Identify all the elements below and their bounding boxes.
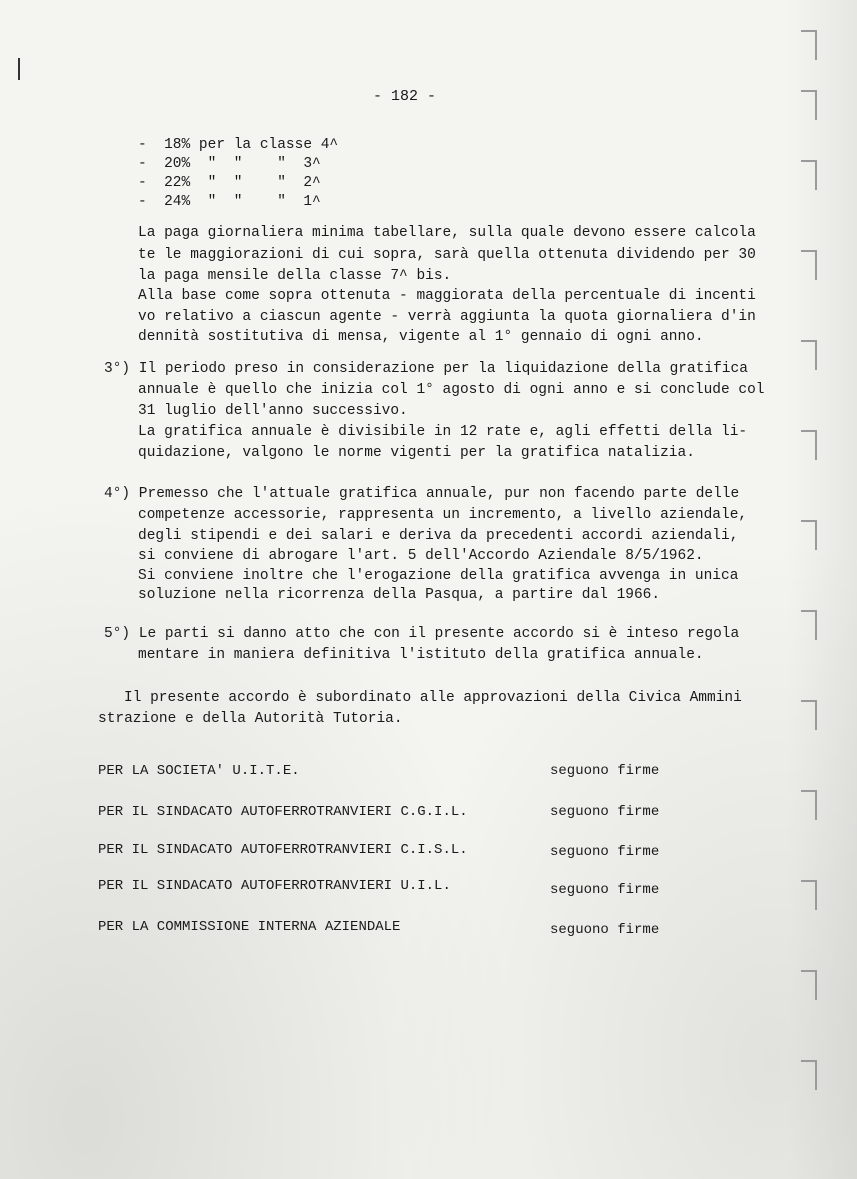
signature-party: PER IL SINDACATO AUTOFERROTRANVIERI U.I.L. bbox=[98, 878, 451, 894]
item-5-line: 5°) Le parti si danno atto che con il presente accordo si è inteso regola bbox=[104, 626, 740, 642]
closing-line: Il presente accordo è subordinato alle approvazioni della Civica Ammini bbox=[124, 690, 742, 706]
item-4-line: competenze accessorie, rappresenta un incremento, a livello aziendale, bbox=[138, 507, 748, 523]
closing-line: strazione e della Autorità Tutoria. bbox=[98, 711, 403, 727]
item-4-line: degli stipendi e dei salari e deriva da precedenti accordi aziendali, bbox=[138, 528, 739, 544]
paragraph-line: La paga giornaliera minima tabellare, sulla quale devono essere calcola bbox=[138, 225, 756, 241]
item-3-line: La gratifica annuale è divisibile in 12 rate e, agli effetti della li- bbox=[138, 424, 748, 440]
signature-status: seguono firme bbox=[550, 922, 660, 938]
paragraph-line: te le maggiorazioni di cui sopra, sarà quella ottenuta dividendo per 30 bbox=[138, 247, 756, 263]
percentage-line: - 18% per la classe 4^ bbox=[138, 137, 339, 153]
item-3-line: 3°) Il periodo preso in considerazione per la liquidazione della gratifica bbox=[104, 361, 748, 377]
signature-party: PER LA COMMISSIONE INTERNA AZIENDALE bbox=[98, 919, 401, 935]
paragraph-line: vo relativo a ciascun agente - verrà aggiunta la quota giornaliera d'in bbox=[138, 309, 756, 325]
percentage-line: - 20% " " " 3^ bbox=[138, 156, 321, 172]
item-5-line: mentare in maniera definitiva l'istituto della gratifica annuale. bbox=[138, 647, 704, 663]
item-4-line: Si conviene inoltre che l'erogazione della gratifica avvenga in unica bbox=[138, 568, 739, 584]
signature-status: seguono firme bbox=[550, 763, 660, 779]
signature-party: PER IL SINDACATO AUTOFERROTRANVIERI C.G.I.L. bbox=[98, 804, 468, 820]
paragraph-line: dennità sostitutiva di mensa, vigente al 1° gennaio di ogni anno. bbox=[138, 329, 704, 345]
item-3-line: annuale è quello che inizia col 1° agosto di ogni anno e si conclude col bbox=[138, 382, 765, 398]
percentage-line: - 22% " " " 2^ bbox=[138, 175, 321, 191]
page-number: - 182 - bbox=[373, 88, 437, 105]
signature-party: PER IL SINDACATO AUTOFERROTRANVIERI C.I.S.L. bbox=[98, 842, 468, 858]
percentage-line: - 24% " " " 1^ bbox=[138, 194, 321, 210]
signature-status: seguono firme bbox=[550, 804, 660, 820]
paragraph-line: la paga mensile della classe 7^ bis. bbox=[138, 268, 452, 284]
signature-party: PER LA SOCIETA' U.I.T.E. bbox=[98, 763, 300, 779]
signature-status: seguono firme bbox=[550, 882, 660, 898]
item-3-line: quidazione, valgono le norme vigenti per la gratifica natalizia. bbox=[138, 445, 695, 461]
paragraph-line: Alla base come sopra ottenuta - maggiorata della percentuale di incenti bbox=[138, 288, 756, 304]
item-3-line: 31 luglio dell'anno successivo. bbox=[138, 403, 408, 419]
signature-status: seguono firme bbox=[550, 844, 660, 860]
margin-mark bbox=[18, 58, 24, 80]
item-4-line: soluzione nella ricorrenza della Pasqua, a partire dal 1966. bbox=[138, 587, 661, 603]
item-4-line: 4°) Premesso che l'attuale gratifica annuale, pur non facendo parte delle bbox=[104, 486, 740, 502]
item-4-line: si conviene di abrogare l'art. 5 dell'Accordo Aziendale 8/5/1962. bbox=[138, 548, 704, 564]
